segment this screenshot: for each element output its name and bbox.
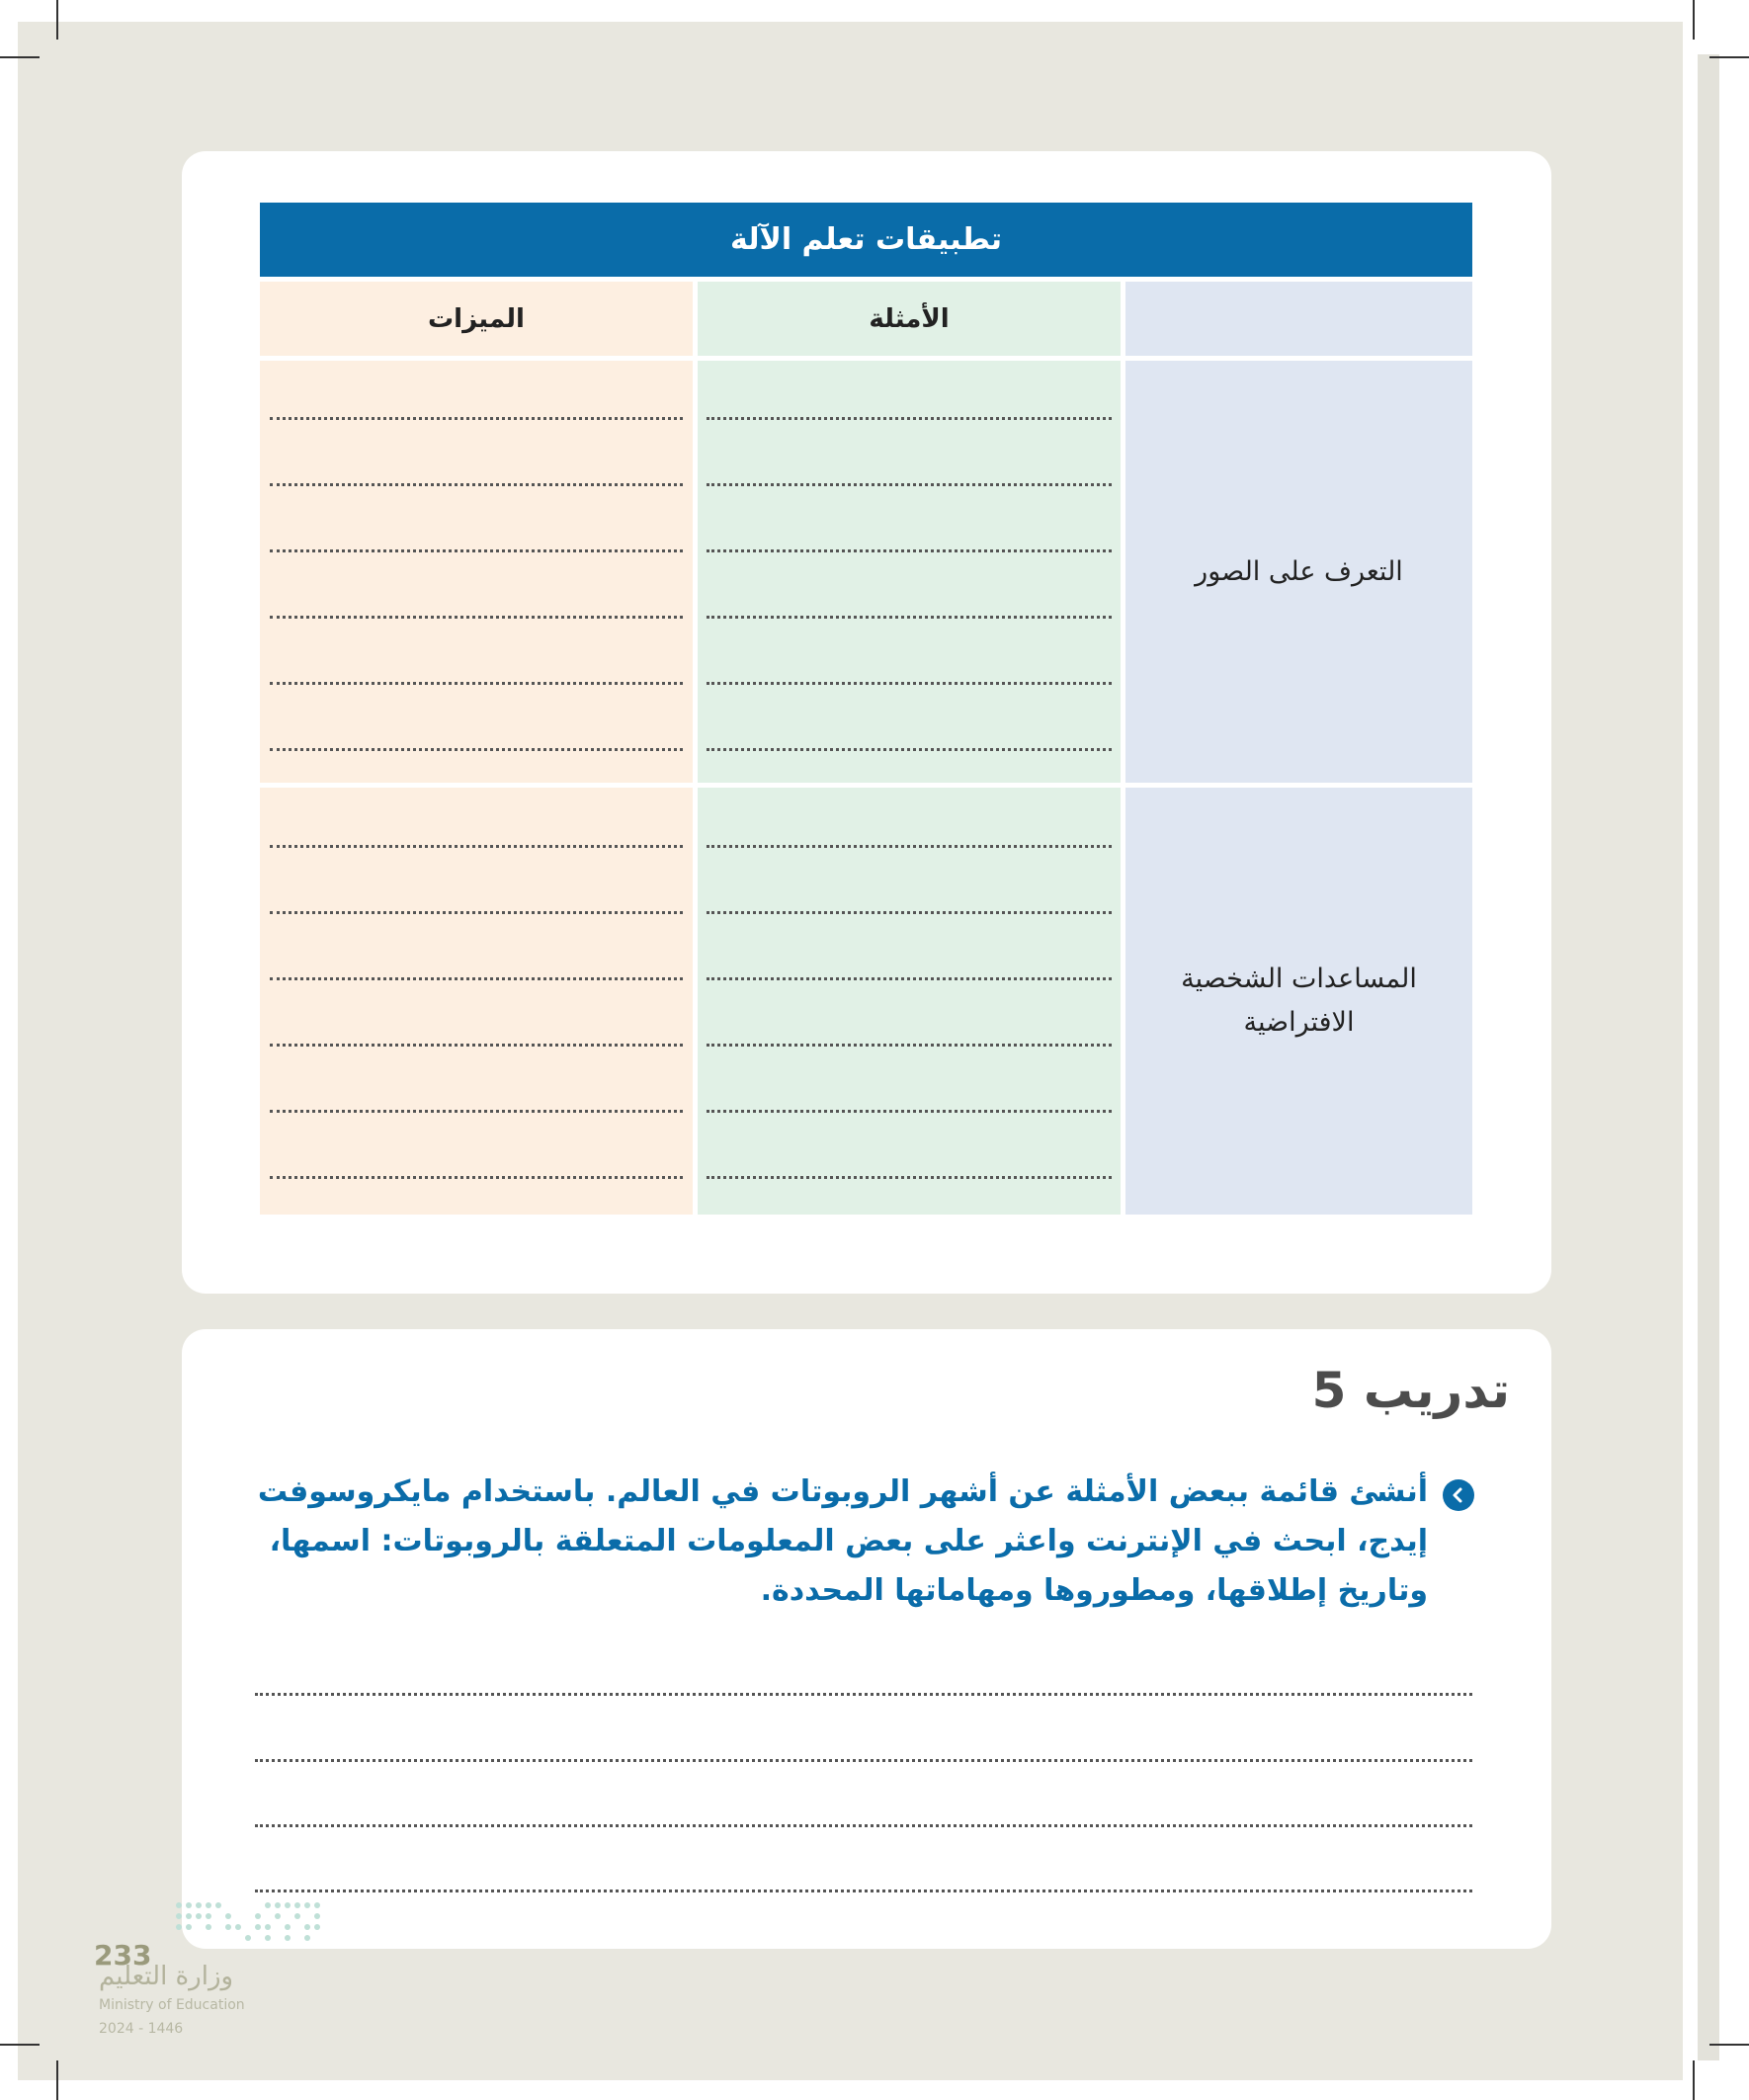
crop-mark: [1693, 0, 1695, 40]
answer-line[interactable]: [255, 1824, 1472, 1827]
crop-mark: [1709, 2044, 1749, 2046]
answer-line[interactable]: [270, 616, 683, 619]
answer-line[interactable]: [707, 417, 1112, 420]
row-label-image-recognition: التعرف على الصور: [1125, 361, 1472, 783]
answer-line[interactable]: [270, 911, 683, 914]
answer-line[interactable]: [707, 682, 1112, 685]
examples-cell-row-2: [698, 788, 1121, 1215]
answer-line[interactable]: [270, 549, 683, 552]
edition-year: 2024 - 1446: [99, 2021, 184, 2037]
crop-mark: [1709, 56, 1749, 58]
chevron-left-icon: [1443, 1479, 1474, 1511]
answer-line[interactable]: [255, 1759, 1472, 1762]
page-margin-top: [0, 0, 1749, 22]
exercise-title: تدريب 5: [1311, 1362, 1510, 1419]
answer-line[interactable]: [707, 748, 1112, 751]
crop-mark: [56, 2060, 58, 2100]
header-label-cell: [1125, 282, 1472, 356]
answer-line[interactable]: [270, 1110, 683, 1113]
answer-line[interactable]: [270, 682, 683, 685]
crop-mark: [0, 56, 40, 58]
row-label-virtual-assistants: المساعدات الشخصية الافتراضية: [1125, 788, 1472, 1215]
ministry-logo-icon: [173, 1897, 323, 1945]
answer-line[interactable]: [707, 977, 1112, 980]
answer-line[interactable]: [270, 1176, 683, 1179]
ministry-name-english: Ministry of Education: [99, 1997, 245, 2013]
exercise-instruction: أنشئ قائمة ببعض الأمثلة عن أشهر الروبوتات في العالم. باستخدام مايكروسوفت إيدج، ابحث في الإنترنت واعثر على بعض المعلومات المتعلقة بالروبوتات: اسمها، وتاريخ إطلاقها، ومطوروها ومهاماتها المحددة.: [257, 1474, 1428, 1608]
examples-cell-row-1: [698, 361, 1121, 783]
answer-line[interactable]: [707, 911, 1112, 914]
features-cell-row-1: [260, 361, 693, 783]
features-cell-row-2: [260, 788, 693, 1215]
page-margin-bottom: [0, 2080, 1749, 2100]
answer-line[interactable]: [270, 483, 683, 486]
answer-line[interactable]: [707, 483, 1112, 486]
crop-mark: [1693, 2060, 1695, 2100]
ministry-name-arabic: وزارة التعليم: [99, 1962, 234, 1991]
answer-line[interactable]: [707, 1044, 1112, 1047]
table-title: تطبيقات تعلم الآلة: [260, 203, 1472, 277]
answer-line[interactable]: [707, 549, 1112, 552]
answer-line[interactable]: [270, 1044, 683, 1047]
column-header-features: الميزات: [260, 282, 693, 356]
answer-line[interactable]: [270, 977, 683, 980]
answer-line[interactable]: [707, 845, 1112, 848]
answer-line[interactable]: [270, 417, 683, 420]
answer-line[interactable]: [255, 1693, 1472, 1696]
column-header-examples: الأمثلة: [698, 282, 1121, 356]
answer-line[interactable]: [270, 845, 683, 848]
exercise-card: [182, 1329, 1551, 1949]
answer-line[interactable]: [270, 748, 683, 751]
answer-line[interactable]: [707, 616, 1112, 619]
answer-line[interactable]: [255, 1890, 1472, 1892]
crop-mark: [0, 2044, 40, 2046]
crop-mark: [56, 0, 58, 40]
page-edge-strip: [1698, 54, 1719, 2060]
answer-line[interactable]: [707, 1176, 1112, 1179]
page-number: 233: [94, 1939, 152, 1972]
page-margin-left: [0, 0, 18, 2100]
answer-line[interactable]: [707, 1110, 1112, 1113]
